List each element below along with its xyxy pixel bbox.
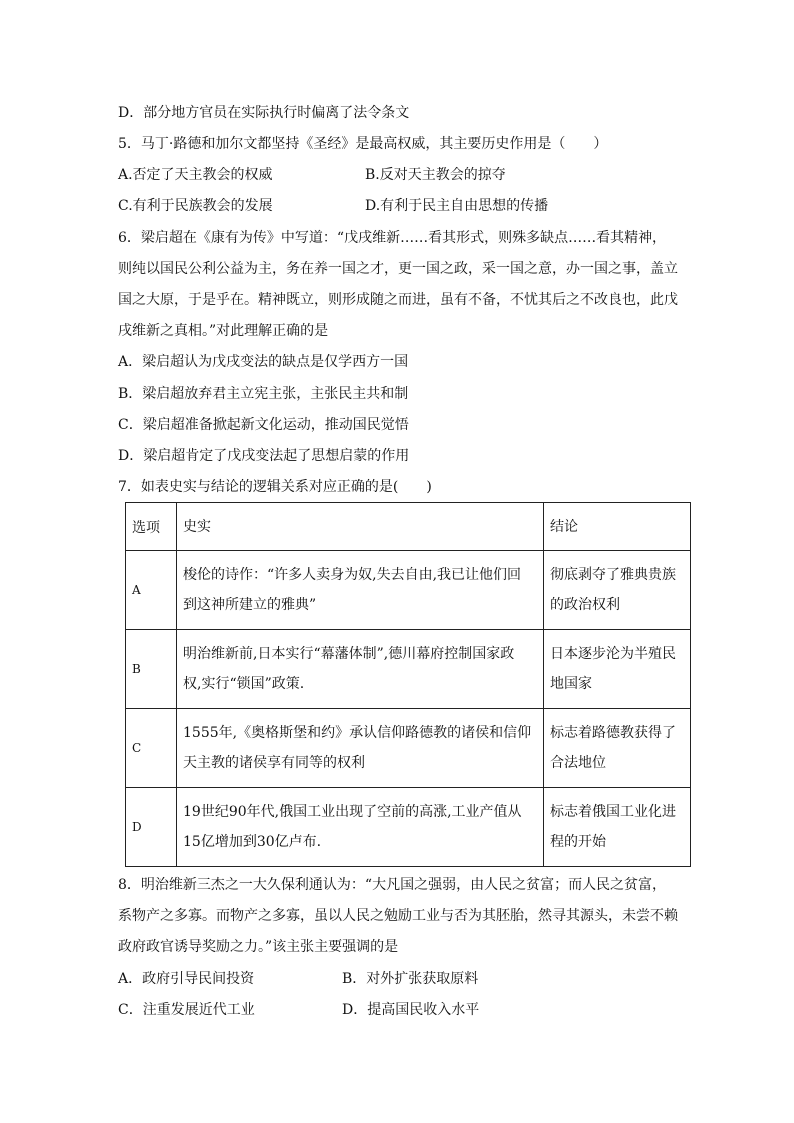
row-option: D: [126, 788, 177, 867]
header-option: 选项: [126, 503, 177, 551]
row-fact: 1555年,《奥格斯堡和约》承认信仰路德教的诸侯和信仰 天主教的诸侯享有同等的权利: [177, 709, 544, 788]
table-row: [126, 788, 691, 867]
q8-stem-line3: 政府政官诱导奖励之力。”该主张主要强调的是: [118, 939, 399, 955]
q8-stem-line1: 8．明治维新三杰之一大久保利通认为：“大凡国之强弱，由人民之贫富；而人民之贫富，: [118, 877, 667, 893]
row-conclusion: 日本逐步沦为半殖民 地国家: [544, 630, 691, 709]
row-fact: 19世纪90年代,俄国工业出现了空前的高涨,工业产值从 15亿增加到30亿卢布.: [177, 788, 544, 867]
q5-option-d: D.有利于民主自由思想的传播: [365, 198, 549, 214]
q5-option-a: A.否定了天主教会的权威: [118, 167, 273, 183]
q8-option-d: D．提高国民收入水平: [342, 1002, 480, 1018]
table-row: [126, 709, 691, 788]
header-conclusion: 结论: [544, 503, 691, 551]
q6-option-b: B．梁启超放弃君主立宪主张，主张民主共和制: [118, 386, 409, 402]
q5-option-b: B.反对天主教会的掠夺: [365, 167, 506, 183]
q6-option-a: A．梁启超认为戊戌变法的缺点是仅学西方一国: [118, 354, 409, 370]
q4-option-d: D．部分地方官员在实际执行时偏离了法令条文: [118, 105, 410, 121]
q6-stem-line3: 国之大原，于是乎在。精神既立，则形成随之而进，虽有不备，不忧其后之不改良也，此戊: [118, 292, 678, 308]
row-conclusion: 标志着路德教获得了 合法地位: [544, 709, 691, 788]
q8-option-b: B．对外扩张获取原料: [342, 971, 479, 987]
q6-option-d: D．梁启超肯定了戊戌变法起了思想启蒙的作用: [118, 448, 410, 464]
q7-stem: 7．如表史实与结论的逻辑关系对应正确的是( ): [118, 479, 432, 495]
q8-stem-line2: 系物产之多寡。而物产之多寡，虽以人民之勉励工业与否为其胚胎，然寻其源头，未尝不赖: [118, 908, 678, 924]
q5-option-c: C.有利于民族教会的发展: [118, 198, 273, 214]
row-fact: 梭伦的诗作：“许多人卖身为奴,失去自由,我已让他们回 到这神所建立的雅典”: [177, 551, 544, 630]
q6-stem-line1: 6．梁启超在《康有为传》中写道：“戊戌维新……看其形式，则殊多缺点……看其精神，: [118, 230, 667, 246]
row-conclusion: 彻底剥夺了雅典贵族 的政治权利: [544, 551, 691, 630]
q6-stem-line4: 戌维新之真相。”对此理解正确的是: [118, 323, 329, 339]
q6-option-c: C．梁启超准备掀起新文化运动，推动国民觉悟: [118, 417, 409, 433]
table-row: [126, 551, 691, 630]
header-fact: 史实: [177, 503, 544, 551]
table-row: [126, 630, 691, 709]
row-option: A: [126, 551, 177, 630]
row-conclusion: 标志着俄国工业化进 程的开始: [544, 788, 691, 867]
q6-stem-line2: 则纯以国民公利公益为主，务在养一国之才，更一国之政，采一国之意，办一国之事，盖立: [118, 261, 678, 277]
table-header-row: [126, 503, 691, 551]
q8-option-c: C．注重发展近代工业: [118, 1002, 255, 1018]
row-option: C: [126, 709, 177, 788]
q7-table: [125, 502, 691, 867]
q8-option-a: A．政府引导民间投资: [118, 971, 255, 987]
row-option: B: [126, 630, 177, 709]
row-fact: 明治维新前,日本实行“幕藩体制”,德川幕府控制国家政 权,实行“锁国”政策.: [177, 630, 544, 709]
q5-stem: 5．马丁·路德和加尔文都坚持《圣经》是最高权威，其主要历史作用是（ ）: [118, 136, 608, 152]
